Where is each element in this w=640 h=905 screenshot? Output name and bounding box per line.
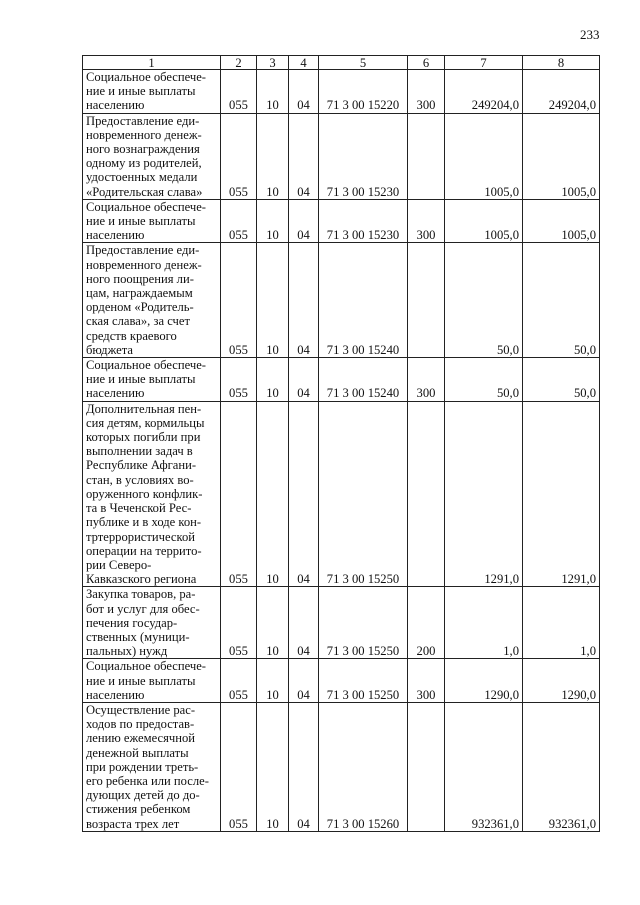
- column-header: 3: [257, 56, 289, 70]
- table-header-row: [83, 56, 600, 70]
- amount-cell: 932361,0: [445, 702, 523, 831]
- subsection-cell: 04: [289, 702, 319, 831]
- target-article-cell: 71 3 00 15250: [319, 587, 408, 659]
- expense-type-cell: [408, 702, 445, 831]
- expense-type-cell: 200: [408, 587, 445, 659]
- table-row: [83, 199, 600, 243]
- target-article-cell: 71 3 00 15240: [319, 358, 408, 402]
- column-header: 5: [319, 56, 408, 70]
- admin-code-cell: 055: [221, 70, 257, 114]
- row-name-cell: Предоставление еди- новременного денеж- ного поощрения ли- цам, награждаемым орденом «Родитель- ская слава», за счет средств краевого бюджета: [83, 243, 221, 358]
- section-cell: 10: [257, 587, 289, 659]
- table-row: [83, 243, 600, 358]
- column-header: 6: [408, 56, 445, 70]
- expense-type-cell: [408, 401, 445, 587]
- subsection-cell: 04: [289, 401, 319, 587]
- target-article-cell: 71 3 00 15250: [319, 401, 408, 587]
- amount-cell: 932361,0: [523, 702, 600, 831]
- section-cell: 10: [257, 358, 289, 402]
- amount-cell: 1290,0: [445, 659, 523, 703]
- amount-cell: 50,0: [523, 243, 600, 358]
- admin-code-cell: 055: [221, 358, 257, 402]
- expense-type-cell: [408, 113, 445, 199]
- amount-cell: 1,0: [523, 587, 600, 659]
- table-row: [83, 702, 600, 831]
- table-row: [83, 113, 600, 199]
- row-name-cell: Социальное обеспече- ние и иные выплаты населению: [83, 659, 221, 703]
- section-cell: 10: [257, 243, 289, 358]
- admin-code-cell: 055: [221, 199, 257, 243]
- target-article-cell: 71 3 00 15240: [319, 243, 408, 358]
- subsection-cell: 04: [289, 587, 319, 659]
- amount-cell: 1005,0: [523, 199, 600, 243]
- amount-cell: 50,0: [523, 358, 600, 402]
- expense-type-cell: 300: [408, 358, 445, 402]
- row-name-cell: Социальное обеспече- ние и иные выплаты населению: [83, 70, 221, 114]
- section-cell: 10: [257, 199, 289, 243]
- section-cell: 10: [257, 113, 289, 199]
- row-name-cell: Социальное обеспече- ние и иные выплаты населению: [83, 199, 221, 243]
- subsection-cell: 04: [289, 70, 319, 114]
- row-name-cell: Закупка товаров, ра- бот и услуг для обес- печения государ- ственных (муници- пальных) нужд: [83, 587, 221, 659]
- admin-code-cell: 055: [221, 113, 257, 199]
- admin-code-cell: 055: [221, 702, 257, 831]
- amount-cell: 1290,0: [523, 659, 600, 703]
- section-cell: 10: [257, 659, 289, 703]
- column-header: 2: [221, 56, 257, 70]
- amount-cell: 50,0: [445, 243, 523, 358]
- table-row: [83, 70, 600, 114]
- row-name-cell: Социальное обеспече- ние и иные выплаты населению: [83, 358, 221, 402]
- amount-cell: 1005,0: [445, 199, 523, 243]
- table-row: [83, 659, 600, 703]
- section-cell: 10: [257, 401, 289, 587]
- amount-cell: 1005,0: [445, 113, 523, 199]
- column-header: 7: [445, 56, 523, 70]
- target-article-cell: 71 3 00 15230: [319, 199, 408, 243]
- row-name-cell: Дополнительная пен- сия детям, кормильцы которых погибли при выполнении задач в Республике Афгани- стан, в условиях во- оруженного конфлик- та в Чеченской Рес- публике и в ходе кон- тртеррористической операции на террито- рии Северо- Кавказского региона: [83, 401, 221, 587]
- budget-table: [82, 55, 600, 832]
- expense-type-cell: [408, 243, 445, 358]
- table-row: [83, 401, 600, 587]
- amount-cell: 1291,0: [445, 401, 523, 587]
- expense-type-cell: 300: [408, 659, 445, 703]
- amount-cell: 50,0: [445, 358, 523, 402]
- subsection-cell: 04: [289, 113, 319, 199]
- target-article-cell: 71 3 00 15250: [319, 659, 408, 703]
- table-row: [83, 358, 600, 402]
- subsection-cell: 04: [289, 659, 319, 703]
- amount-cell: 1,0: [445, 587, 523, 659]
- column-header: 8: [523, 56, 600, 70]
- target-article-cell: 71 3 00 15220: [319, 70, 408, 114]
- row-name-cell: Предоставление еди- новременного денеж- ного вознаграждения одному из родителей, удостоенных медали «Родительская слава»: [83, 113, 221, 199]
- admin-code-cell: 055: [221, 587, 257, 659]
- amount-cell: 249204,0: [523, 70, 600, 114]
- section-cell: 10: [257, 70, 289, 114]
- row-name-cell: Осуществление рас- ходов по предостав- лению ежемесячной денежной выплаты при рождении треть- его ребенка или после- дующих детей до до- стижения ребенком возраста трех лет: [83, 702, 221, 831]
- section-cell: 10: [257, 702, 289, 831]
- admin-code-cell: 055: [221, 243, 257, 358]
- subsection-cell: 04: [289, 199, 319, 243]
- admin-code-cell: 055: [221, 659, 257, 703]
- admin-code-cell: 055: [221, 401, 257, 587]
- column-header: 4: [289, 56, 319, 70]
- target-article-cell: 71 3 00 15260: [319, 702, 408, 831]
- expense-type-cell: 300: [408, 199, 445, 243]
- expense-type-cell: 300: [408, 70, 445, 114]
- column-header: 1: [83, 56, 221, 70]
- subsection-cell: 04: [289, 243, 319, 358]
- subsection-cell: 04: [289, 358, 319, 402]
- amount-cell: 249204,0: [445, 70, 523, 114]
- table-row: [83, 587, 600, 659]
- page-number: 233: [580, 27, 600, 42]
- amount-cell: 1291,0: [523, 401, 600, 587]
- amount-cell: 1005,0: [523, 113, 600, 199]
- target-article-cell: 71 3 00 15230: [319, 113, 408, 199]
